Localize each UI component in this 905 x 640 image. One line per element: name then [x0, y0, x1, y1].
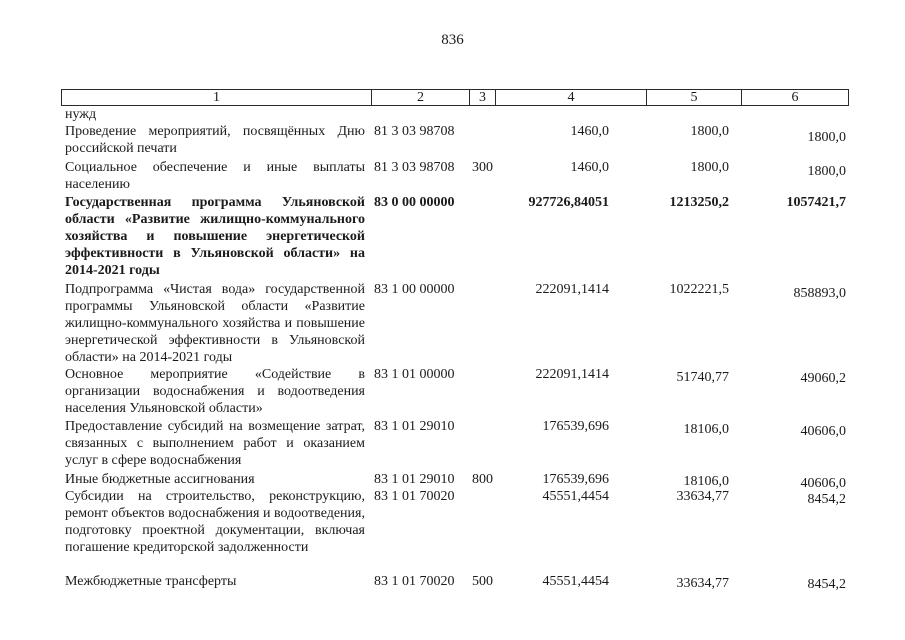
row-name: Иные бюджетные ассигнования [65, 472, 255, 487]
row-value-5: 33634,77 [676, 489, 729, 504]
row-code: 83 0 00 00000 [374, 195, 455, 210]
page-number: 836 [441, 32, 464, 48]
row-name: нужд [65, 107, 97, 122]
row-value-4: 222091,1414 [535, 282, 609, 297]
row-value-6: 1800,0 [807, 130, 846, 145]
row-code: 83 1 00 00000 [374, 282, 455, 297]
row-value-5: 1800,0 [690, 160, 729, 175]
row-value-4: 1460,0 [570, 160, 609, 175]
header-col-2: 2 [372, 90, 470, 105]
header-col-3: 3 [470, 90, 496, 105]
row-value-5: 18106,0 [683, 422, 729, 437]
row-type: 500 [472, 574, 493, 589]
row-value-5: 33634,77 [676, 576, 729, 591]
row-name: Подпрограмма «Чистая вода» государственной программы Ульяновской области «Развитие жилищно-коммунального хозяйства и повышение энергетической эффективности в Ульяновской области» на 2014-2021 годы [65, 282, 365, 365]
row-name: Социальное обеспечение и иные выплаты населению [65, 160, 365, 192]
row-code: 83 1 01 29010 [374, 472, 455, 487]
header-col-1: 1 [62, 90, 372, 105]
row-value-5: 18106,0 [683, 474, 729, 489]
row-value-4: 1460,0 [570, 124, 609, 139]
row-value-6: 8454,2 [807, 577, 846, 592]
row-name: Проведение мероприятий, посвящённых Дню российской печати [65, 124, 365, 156]
row-code: 83 1 01 70020 [374, 489, 455, 504]
header-col-6: 6 [791, 90, 799, 105]
row-value-6: 40606,0 [800, 424, 846, 439]
row-value-6: 858893,0 [793, 286, 846, 301]
row-value-5: 1800,0 [690, 124, 729, 139]
row-value-4: 45551,4454 [542, 574, 609, 589]
row-value-5: 1213250,2 [669, 195, 729, 210]
header-col-4: 4 [496, 90, 647, 105]
row-value-6: 1800,0 [807, 164, 846, 179]
row-name: Межбюджетные трансферты [65, 574, 237, 589]
row-name: Субсидии на строительство, реконструкцию, ремонт объектов водоснабжения и водоотведения, подготовку проектной документации, включая погашение кредиторской задолженности [65, 489, 365, 555]
row-value-4: 176539,696 [542, 472, 609, 487]
row-value-4: 222091,1414 [535, 367, 609, 382]
row-value-4: 176539,696 [542, 419, 609, 434]
table-header [61, 89, 849, 106]
row-code: 81 3 03 98708 [374, 124, 455, 139]
row-code: 81 3 03 98708 [374, 160, 455, 175]
row-value-6: 8454,2 [807, 492, 846, 507]
row-value-6: 1057421,7 [786, 195, 846, 210]
row-type: 800 [472, 472, 493, 487]
row-value-5: 51740,77 [676, 370, 729, 385]
row-name: Основное мероприятие «Содействие в организации водоснабжения и водоотведения населения Ульяновской области» [65, 367, 365, 416]
row-value-6: 40606,0 [800, 476, 846, 491]
row-code: 83 1 01 70020 [374, 574, 455, 589]
row-value-4: 45551,4454 [542, 489, 609, 504]
header-col-5: 5 [647, 90, 742, 105]
row-name: Предоставление субсидий на возмещение затрат, связанных с выполнением работ и оказанием услуг в сфере водоснабжения [65, 419, 365, 468]
row-code: 83 1 01 00000 [374, 367, 455, 382]
row-value-6: 49060,2 [800, 371, 846, 386]
row-type: 300 [472, 160, 493, 175]
row-value-4: 927726,84051 [528, 195, 609, 210]
row-value-5: 1022221,5 [669, 282, 729, 297]
row-code: 83 1 01 29010 [374, 419, 455, 434]
row-name: Государственная программа Ульяновской области «Развитие жилищно-коммунального хозяйства и повышение энергетической эффективности в Ульяновской области» на 2014-2021 годы [65, 195, 365, 278]
